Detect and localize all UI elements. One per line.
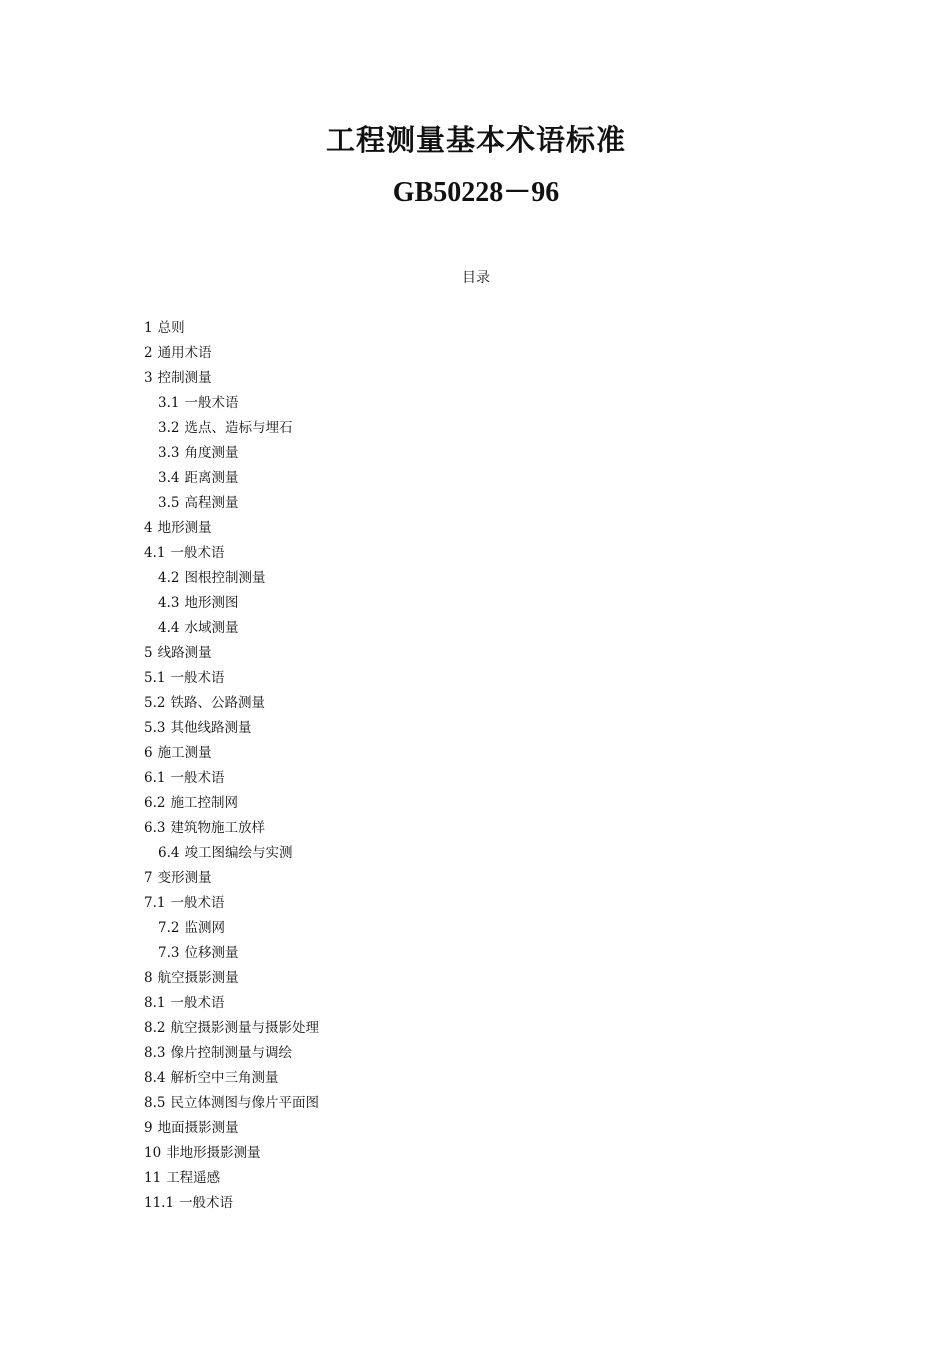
toc-heading: 目录	[462, 270, 490, 286]
toc-item	[144, 691, 319, 716]
toc-item	[144, 1116, 319, 1141]
toc-item	[144, 866, 319, 891]
toc-item-number: 4.4	[158, 620, 180, 636]
toc-item	[144, 916, 319, 941]
toc-item-number: 2	[144, 345, 153, 361]
toc-item-number: 4.3	[158, 595, 180, 611]
toc-item-label: 角度测量	[184, 445, 239, 461]
toc-item	[144, 341, 319, 366]
toc-item-label: 竣工图编绘与实测	[184, 845, 293, 861]
toc-item-label: 监测网	[184, 920, 225, 936]
toc-item-label: 距离测量	[184, 470, 239, 486]
toc-item-number: 10	[144, 1145, 162, 1161]
toc-item	[144, 516, 319, 541]
toc-item-number: 8.2	[144, 1020, 166, 1036]
toc-item	[144, 1191, 319, 1216]
toc-item-number: 7	[144, 870, 153, 886]
toc-item-label: 施工控制网	[170, 795, 238, 811]
toc-item	[144, 466, 319, 491]
toc-item-label: 铁路、公路测量	[170, 695, 265, 711]
toc-item-label: 高程测量	[184, 495, 239, 511]
toc-item-number: 8.3	[144, 1045, 166, 1061]
toc-item-label: 位移测量	[184, 945, 239, 961]
document-title: 工程测量基本术语标准	[325, 123, 626, 157]
toc-item-number: 1	[144, 320, 153, 336]
toc-item	[144, 766, 319, 791]
toc-item-number: 3.4	[158, 470, 180, 486]
toc-item-label: 地形测量	[157, 520, 212, 536]
toc-item-number: 3.3	[158, 445, 180, 461]
toc-item-number: 11	[144, 1170, 162, 1186]
toc-item	[144, 991, 319, 1016]
toc-item-number: 11.1	[144, 1195, 175, 1211]
toc-item-label: 一般术语	[179, 1195, 234, 1211]
toc-item	[144, 816, 319, 841]
toc-item-number: 3.1	[158, 395, 180, 411]
toc-item	[144, 491, 319, 516]
toc-item-number: 6	[144, 745, 153, 761]
toc-item	[144, 741, 319, 766]
toc-item-label: 选点、造标与埋石	[184, 420, 293, 436]
toc-item-label: 变形测量	[157, 870, 212, 886]
toc-item-label: 通用术语	[157, 345, 212, 361]
toc-item-number: 8.5	[144, 1095, 166, 1111]
toc-item-number: 4	[144, 520, 153, 536]
toc-item-number: 3	[144, 370, 153, 386]
toc-item	[144, 316, 319, 341]
toc-item	[144, 616, 319, 641]
toc-item-label: 总则	[157, 320, 185, 336]
toc-item	[144, 966, 319, 991]
toc-item-label: 地形测图	[184, 595, 239, 611]
toc-item-label: 一般术语	[170, 770, 225, 786]
toc-item-number: 8	[144, 970, 153, 986]
toc-item-number: 5	[144, 645, 153, 661]
table-of-contents	[144, 316, 319, 1216]
toc-item-number: 6.3	[144, 820, 166, 836]
toc-item	[144, 1091, 319, 1116]
toc-item-label: 地面摄影测量	[157, 1120, 239, 1136]
toc-item-number: 5.3	[144, 720, 166, 736]
toc-item-label: 一般术语	[170, 670, 225, 686]
toc-item-label: 非地形摄影测量	[166, 1145, 261, 1161]
toc-item-label: 一般术语	[184, 395, 239, 411]
toc-item	[144, 841, 319, 866]
toc-item-label: 其他线路测量	[170, 720, 252, 736]
toc-item	[144, 666, 319, 691]
toc-item	[144, 641, 319, 666]
toc-item-number: 5.1	[144, 670, 166, 686]
toc-item	[144, 591, 319, 616]
toc-item-label: 航空摄影测量与摄影处理	[170, 1020, 319, 1036]
toc-item	[144, 1041, 319, 1066]
toc-item-label: 建筑物施工放样	[170, 820, 265, 836]
toc-item-number: 7.3	[158, 945, 180, 961]
standard-code: GB50228－96	[392, 177, 560, 208]
toc-item-number: 6.1	[144, 770, 166, 786]
toc-item-label: 航空摄影测量	[157, 970, 239, 986]
toc-item-number: 9	[144, 1120, 153, 1136]
toc-item	[144, 391, 319, 416]
toc-item	[144, 891, 319, 916]
toc-item-number: 6.2	[144, 795, 166, 811]
toc-item-number: 8.1	[144, 995, 166, 1011]
toc-item	[144, 791, 319, 816]
toc-item-number: 4.2	[158, 570, 180, 586]
toc-item-label: 一般术语	[170, 545, 225, 561]
toc-item-label: 一般术语	[170, 995, 225, 1011]
toc-item	[144, 1141, 319, 1166]
toc-item-number: 3.5	[158, 495, 180, 511]
toc-item	[144, 716, 319, 741]
toc-item-label: 一般术语	[170, 895, 225, 911]
toc-item-number: 3.2	[158, 420, 180, 436]
toc-item-label: 解析空中三角测量	[170, 1070, 279, 1086]
toc-item	[144, 1166, 319, 1191]
toc-item	[144, 416, 319, 441]
toc-item-label: 图根控制测量	[184, 570, 266, 586]
toc-item-label: 民立体测图与像片平面图	[170, 1095, 319, 1111]
toc-item-number: 6.4	[158, 845, 180, 861]
toc-item-number: 7.1	[144, 895, 166, 911]
toc-item-number: 5.2	[144, 695, 166, 711]
toc-item-label: 水域测量	[184, 620, 239, 636]
toc-item-label: 施工测量	[157, 745, 212, 761]
toc-item	[144, 366, 319, 391]
toc-item-label: 像片控制测量与调绘	[170, 1045, 292, 1061]
toc-item-label: 线路测量	[157, 645, 212, 661]
toc-item-number: 4.1	[144, 545, 166, 561]
toc-item-label: 工程遥感	[166, 1170, 221, 1186]
toc-item	[144, 941, 319, 966]
toc-item	[144, 1066, 319, 1091]
toc-item	[144, 1016, 319, 1041]
toc-item-label: 控制测量	[157, 370, 212, 386]
toc-item-number: 8.4	[144, 1070, 166, 1086]
toc-item	[144, 541, 319, 566]
toc-item	[144, 441, 319, 466]
toc-item-number: 7.2	[158, 920, 180, 936]
toc-item	[144, 566, 319, 591]
